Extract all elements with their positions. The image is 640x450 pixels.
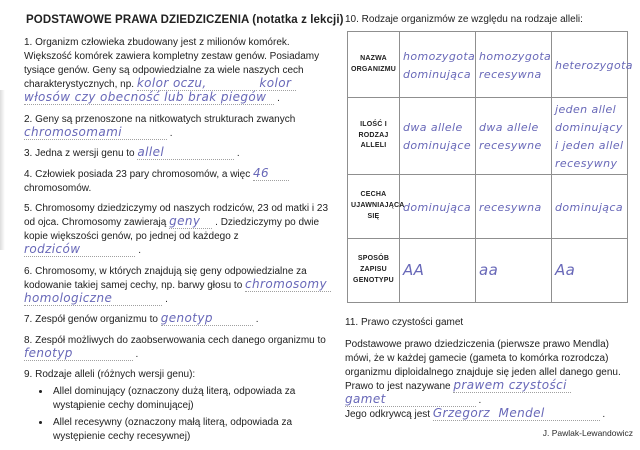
question-11-paragraph — [345, 338, 637, 422]
answer-blank-discoverer: Grzegorz Mendel — [433, 406, 600, 421]
question-2-text: 2. Geny są przenoszone na nitkowatych strukturach zwanych — [24, 113, 296, 125]
question-11-period-2: . — [599, 409, 606, 420]
question-8-period: . — [132, 348, 139, 360]
table-cell — [476, 98, 552, 175]
table-cell — [552, 98, 628, 175]
answer-blank-allele: allel — [137, 145, 234, 160]
question-9 — [24, 368, 337, 382]
list-item-recessive-allele: • Allel recesywny (oznaczony małą literą, odpowiada za występienie cechy recesywnej) — [51, 416, 337, 444]
table-cell — [552, 32, 633, 98]
answer-heterozygote: heterozygota — [555, 58, 633, 72]
answer-one-dominant-one-recessive: jeden allel dominujący i jeden allel recesywny — [555, 103, 628, 170]
question-8 — [24, 334, 337, 362]
question-5-period: . — [135, 245, 142, 256]
question-9-text: 9. Rodzaje alleli (różnych wersji genu): — [24, 369, 196, 380]
question-11-period-1: . — [475, 395, 482, 406]
answer-blank-genotype: genotyp — [161, 311, 253, 326]
answer-homozygote-dominant: homozygota dominująca — [403, 49, 480, 81]
scan-edge-artifact — [0, 90, 5, 250]
table-cell — [400, 98, 476, 175]
question-2 — [24, 113, 337, 141]
question-5-text-2: . Dziedziczymy po dwie kopie większości genów, po jednej od każdego z — [24, 217, 320, 242]
question-1-period: . — [274, 93, 280, 104]
question-4-tail: chromosomów. — [24, 182, 92, 194]
list-item-dominant-allele: • Allel dominujący (oznaczony dużą literą, odpowiada za wystąpienie cechy dominującej) — [51, 385, 337, 413]
answer-genotype-AA: AA — [403, 260, 425, 279]
question-4 — [24, 165, 337, 196]
table-cell — [476, 175, 552, 239]
answer-blank-phenotype: fenotyp — [24, 346, 133, 361]
answer-blank-traits-1: kolor oczu, — [137, 76, 257, 91]
table-cell — [476, 239, 552, 303]
answer-homozygote-recessive: homozygota recesywna — [479, 49, 556, 81]
question-5-text-1: 5. Chromosomy dziedziczymy od naszych rodziców, 23 od matki i 23 od ojca. Chromosomy zawierają — [24, 203, 329, 228]
question-5 — [24, 202, 337, 258]
row-label-genotype-notation: SPOSÓB ZAPISU GENOTYPU — [348, 239, 400, 303]
table-cell — [400, 175, 476, 239]
organism-types-table — [347, 31, 633, 303]
question-4-text: 4. Człowiek posiada 23 pary chromosomów, a więc — [24, 168, 253, 180]
answer-blank-traits-2: kolor włosów czy obecność lub brak piegów — [24, 76, 296, 104]
table-cell — [476, 32, 556, 98]
question-3-period: . — [234, 148, 240, 159]
table-row-organism-name — [348, 32, 628, 98]
question-3-text: 3. Jedna z wersji genu to — [24, 148, 138, 159]
answer-blank-law-name: prawem czystości gamet — [345, 378, 572, 406]
allele-types-list — [51, 385, 337, 444]
table-row-allele-count — [348, 98, 628, 175]
question-1-text: 1. Organizm człowieka zbudowany jest z milionów komórek. Większość komórek zawiera kompletny zestaw genów. Posiadamy tysiące genów. Geny są odpowiedzialne za wiele naszych cech charakterystycznych, np. — [24, 37, 320, 90]
question-11-heading: 11. Prawo czystości gamet — [345, 317, 464, 328]
question-1 — [24, 36, 337, 106]
table-row-genotype-notation — [348, 239, 628, 303]
answer-trait-recessive: recesywna — [479, 200, 542, 214]
answer-genotype-aa: aa — [479, 260, 499, 279]
author-signature: J. Pawlak-Lewandowicz — [542, 428, 633, 438]
right-column — [345, 13, 637, 438]
answer-blank-chromosomes: chromosomami — [24, 125, 167, 140]
table-cell — [552, 175, 628, 239]
answer-genotype-Aa: Aa — [555, 260, 576, 279]
question-8-text: 8. Zespół możliwych do zaobserwowania cech danego organizmu to — [24, 334, 326, 346]
answer-blank-46: 46 — [253, 166, 289, 181]
table-cell — [400, 32, 480, 98]
answer-blank-homologous: chromosomy homologiczne — [24, 276, 332, 305]
question-2-period: . — [166, 127, 173, 139]
answer-two-dominant-alleles: dwa allele dominujące — [403, 121, 472, 152]
question-7 — [24, 313, 337, 327]
question-6-text: 6. Chromosomy, w których znajdują się geny odpowiedzialne za kodowanie takiej samej cechy, np. barwy głosu to — [24, 265, 307, 291]
table-cell — [552, 239, 628, 303]
answer-blank-genes: geny — [169, 214, 212, 229]
row-label-expressed-trait: CECHA UJAWNIAJĄCA SIĘ — [348, 175, 400, 239]
question-11-text-2: Jego odkrywcą jest — [345, 409, 433, 420]
row-label-organism-name: NAZWA ORGANIZMU — [348, 32, 400, 98]
question-7-period: . — [252, 314, 259, 325]
question-11-text-1: Podstawowe prawo dziedziczenia (pierwsze prawo Mendla) mówi, że w każdej gamecie (gameta to komórka rozrodcza) organizmu diploidalnego znajduje się jeden allel danego genu. Prawo to jest nazywane — [345, 339, 621, 392]
question-10: 10. Rodzaje organizmów ze względu na rodzaje alleli: — [345, 14, 583, 25]
answer-trait-dominant-1: dominująca — [403, 200, 472, 214]
page-title: PODSTAWOWE PRAWA DZIEDZICZENIA (notatka z lekcji) — [26, 14, 344, 26]
question-3 — [24, 147, 337, 161]
answer-trait-dominant-2: dominująca — [555, 200, 624, 214]
left-column — [24, 10, 344, 447]
table-cell — [400, 239, 476, 303]
question-6 — [24, 265, 337, 307]
question-7-text: 7. Zespół genów organizmu to — [24, 314, 161, 325]
row-label-allele-count: ILOŚĆ I RODZAJ ALLELI — [348, 98, 400, 175]
table-row-expressed-trait — [348, 175, 628, 239]
question-6-period: . — [162, 293, 168, 305]
answer-blank-parents: rodziców — [24, 242, 135, 257]
answer-two-recessive-alleles: dwa allele recesywne — [479, 121, 543, 152]
